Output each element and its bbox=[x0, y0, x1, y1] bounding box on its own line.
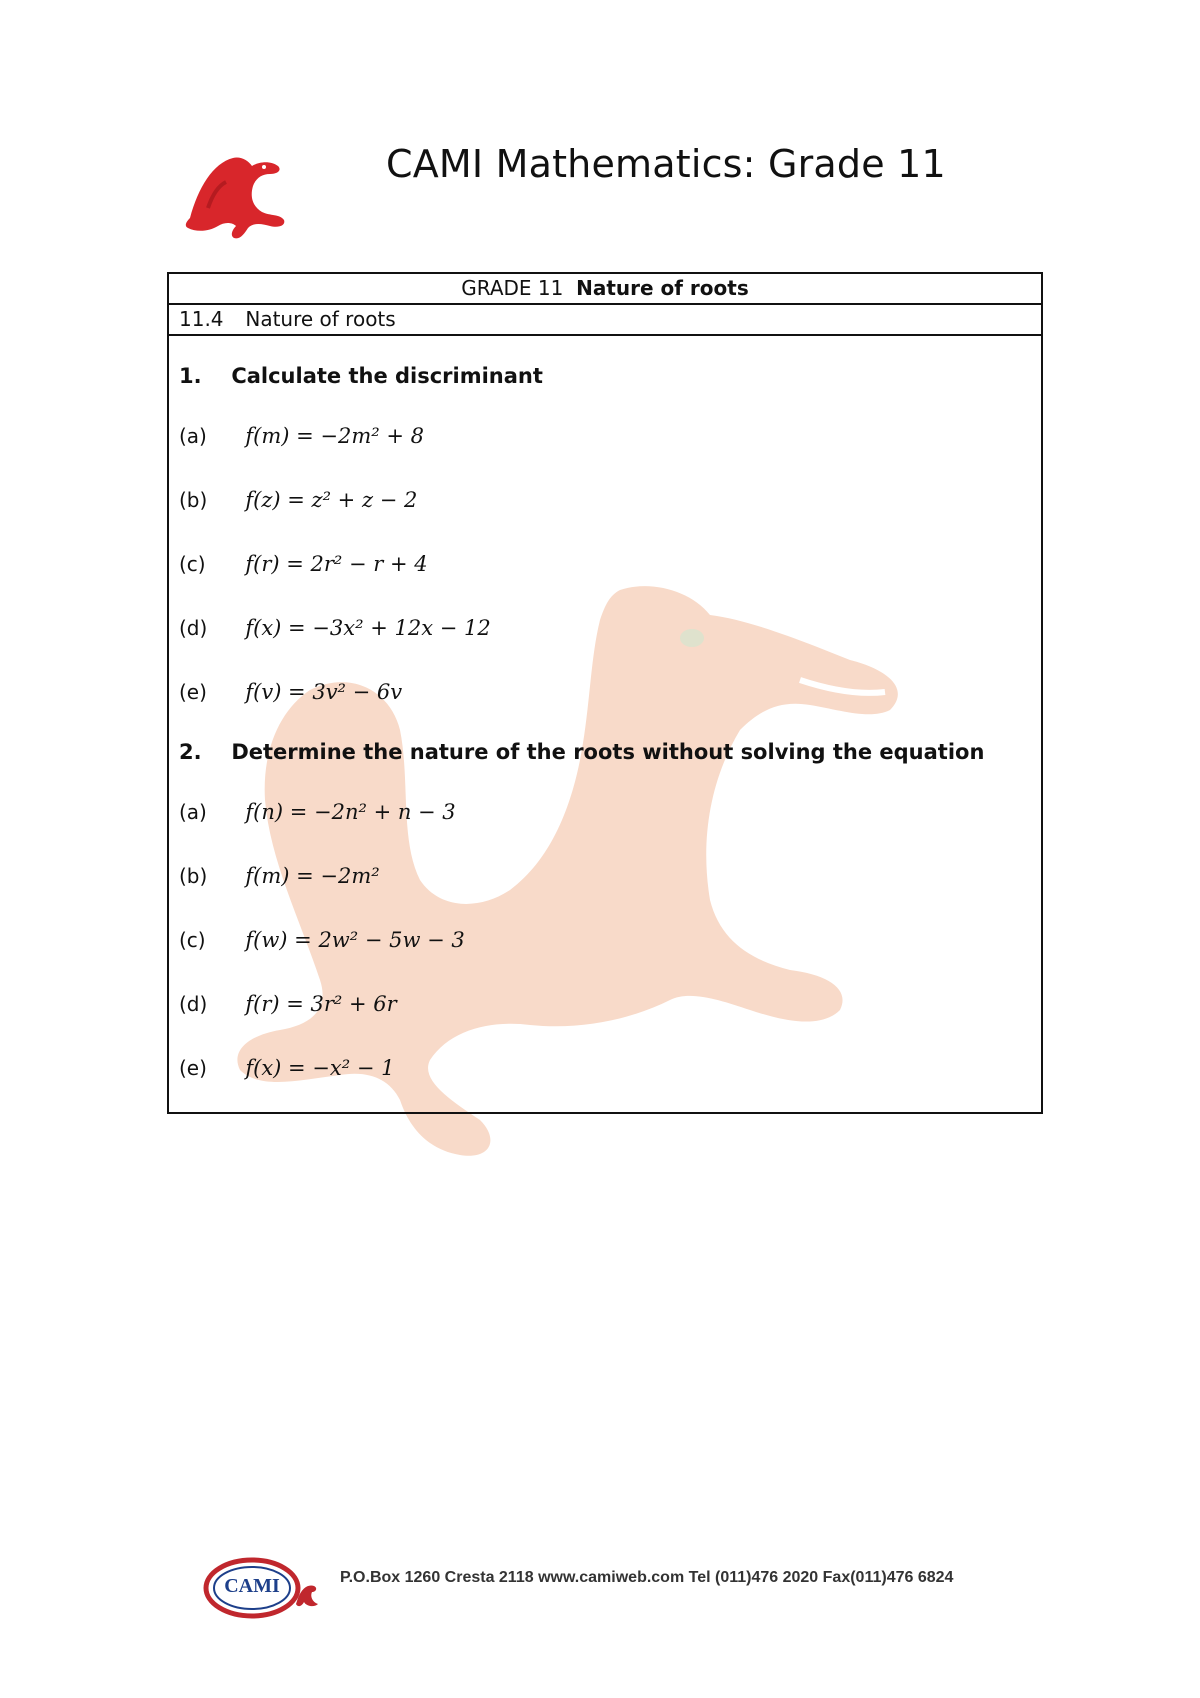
cami-camel-logo bbox=[178, 148, 296, 240]
equation: f(w) = 2w² − 5w − 3 bbox=[245, 928, 465, 952]
list-item bbox=[179, 1056, 394, 1080]
list-item bbox=[179, 800, 456, 824]
equation: f(v) = 3v² − 6v bbox=[245, 680, 403, 704]
equation: f(r) = 2r² − r + 4 bbox=[245, 552, 428, 576]
question-number: 2. bbox=[179, 740, 202, 764]
equation: f(x) = −x² − 1 bbox=[245, 1056, 395, 1080]
item-label: (a) bbox=[179, 800, 207, 824]
list-item bbox=[179, 424, 424, 448]
equation: f(m) = −2m² bbox=[245, 864, 380, 888]
worksheet-header bbox=[169, 274, 1041, 305]
list-item bbox=[179, 992, 397, 1016]
list-item bbox=[179, 864, 380, 888]
question-1 bbox=[179, 364, 543, 388]
footer-contact: P.O.Box 1260 Cresta 2118 www.camiweb.com Tel (011)476 2020 Fax(011)476 6824 bbox=[340, 1569, 954, 1586]
document-title: CAMI Mathematics: Grade 11 bbox=[386, 142, 946, 186]
item-label: (c) bbox=[179, 928, 206, 952]
section-row bbox=[169, 305, 1041, 336]
list-item bbox=[179, 928, 465, 952]
item-label: (d) bbox=[179, 616, 208, 640]
item-label: (d) bbox=[179, 992, 208, 1016]
list-item bbox=[179, 616, 491, 640]
question-text: Determine the nature of the roots without solving the equation bbox=[231, 740, 985, 764]
list-item bbox=[179, 680, 402, 704]
equation: f(n) = −2n² + n − 3 bbox=[245, 800, 456, 824]
item-label: (e) bbox=[179, 680, 207, 704]
grade-label: GRADE 11 bbox=[461, 276, 564, 300]
equation: f(x) = −3x² + 12x − 12 bbox=[245, 616, 491, 640]
cami-footer-logo bbox=[200, 1548, 328, 1632]
section-title: Nature of roots bbox=[245, 307, 396, 331]
question-text: Calculate the discriminant bbox=[231, 364, 543, 388]
question-number: 1. bbox=[179, 364, 202, 388]
item-label: (b) bbox=[179, 488, 208, 512]
equation: f(m) = −2m² + 8 bbox=[245, 424, 424, 448]
item-label: (b) bbox=[179, 864, 208, 888]
equation: f(z) = z² + z − 2 bbox=[245, 488, 418, 512]
item-label: (e) bbox=[179, 1056, 207, 1080]
topic-label: Nature of roots bbox=[576, 276, 749, 300]
footer-logo-text: CAMI bbox=[224, 1575, 280, 1597]
equation: f(r) = 3r² + 6r bbox=[245, 992, 397, 1016]
item-label: (c) bbox=[179, 552, 206, 576]
section-number: 11.4 bbox=[179, 307, 224, 331]
item-label: (a) bbox=[179, 424, 207, 448]
list-item bbox=[179, 488, 417, 512]
question-2 bbox=[179, 740, 984, 764]
worksheet-table bbox=[167, 272, 1043, 1114]
list-item bbox=[179, 552, 428, 576]
